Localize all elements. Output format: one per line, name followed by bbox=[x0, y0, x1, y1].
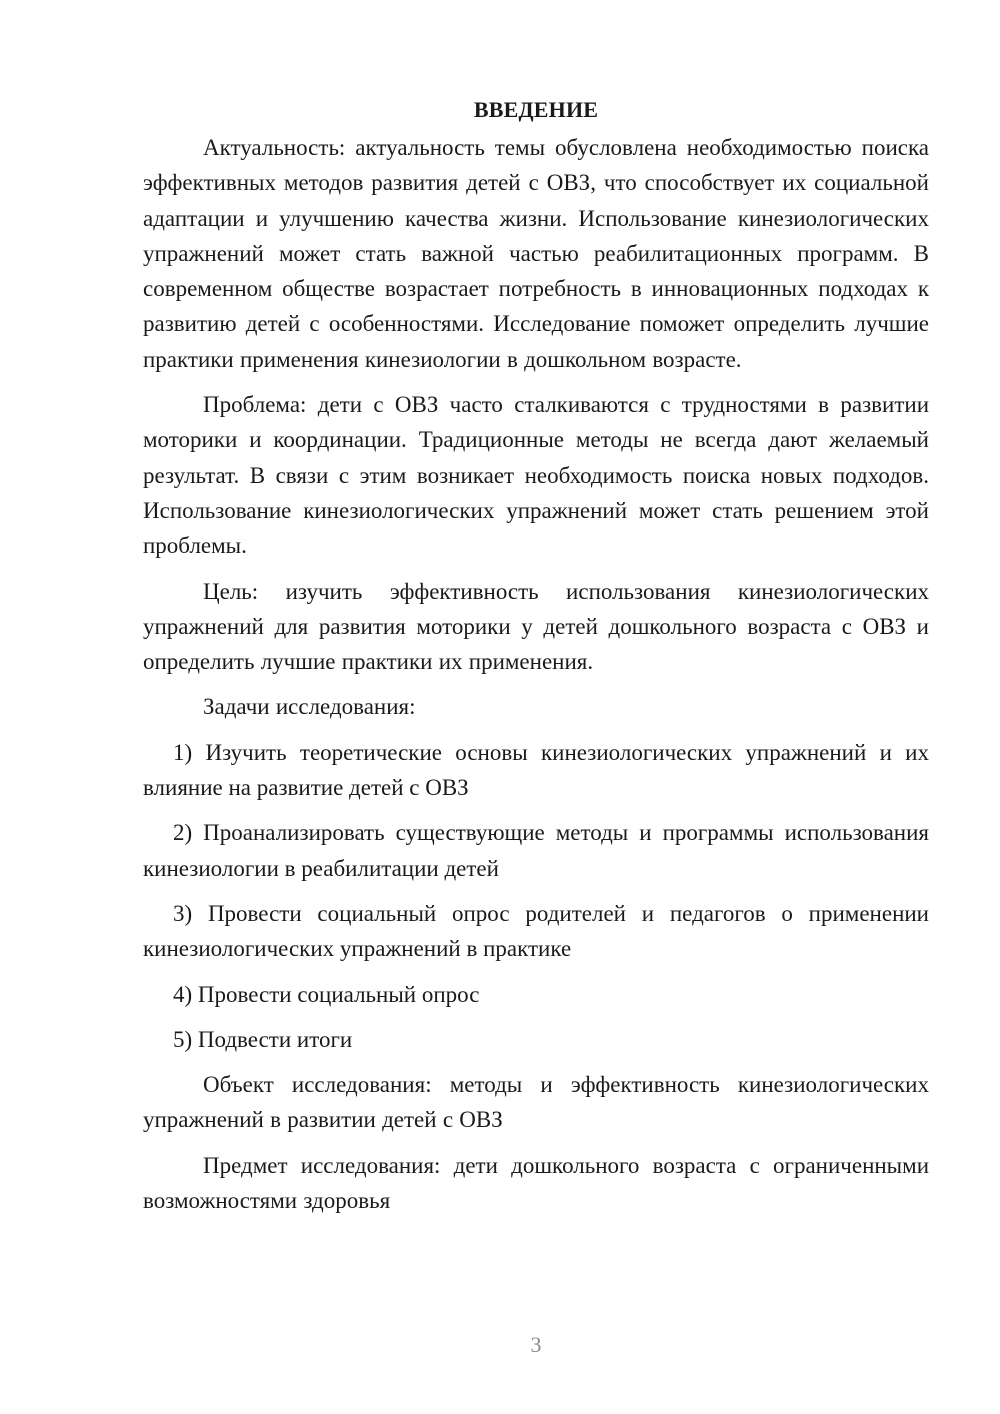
object-paragraph: Объект исследования: методы и эффективность кинезиологических упражнений в развитии детей с ОВЗ bbox=[143, 1072, 929, 1133]
page-title: ВВЕДЕНИЕ bbox=[473, 97, 599, 122]
task-item-5: 5) Подвести итоги bbox=[173, 1026, 353, 1052]
task-item-2: 2) Проанализировать существующие методы и программы использования кинезиологии в реабилитации детей bbox=[143, 820, 929, 881]
task-item-4: 4) Провести социальный опрос bbox=[173, 981, 480, 1007]
relevance-paragraph: Актуальность: актуальность темы обусловлена необходимостью поиска эффективных методов развития детей с ОВЗ, что способствует их социальной адаптации и улучшению качества жизни. Использование кинезиологических упражнений может стать важной частью реабилитационных программ. В современном обществе возрастает потребность в инновационных подходах к развитию детей с особенностями. Исследование поможет определить лучшие практики применения кинезиологии в дошкольном возрасте. bbox=[143, 135, 929, 372]
problem-paragraph: Проблема: дети с ОВЗ часто сталкиваются с трудностями в развитии моторики и координации. Традиционные методы не всегда дают желаемый результат. В связи с этим возникает необходимость поиска новых подходов. Использование кинезиологических упражнений может стать решением этой проблемы. bbox=[143, 392, 929, 559]
goal-paragraph: Цель: изучить эффективность использования кинезиологических упражнений для развития моторики у детей дошкольного возраста с ОВЗ и определить лучшие практики их применения. bbox=[143, 578, 929, 675]
document-page bbox=[143, 92, 929, 1228]
task-item-1: 1) Изучить теоретические основы кинезиологических упражнений и их влияние на развитие детей с ОВЗ bbox=[143, 739, 929, 801]
tasks-title: Задачи исследования: bbox=[203, 694, 416, 720]
page-number: 3 bbox=[530, 1332, 542, 1357]
task-item-3: 3) Провести социальный опрос родителей и педагогов о применении кинезиологических упражнений в практике bbox=[143, 900, 929, 962]
subject-paragraph: Предмет исследования: дети дошкольного возраста с ограниченными возможностями здоровья bbox=[143, 1152, 929, 1214]
